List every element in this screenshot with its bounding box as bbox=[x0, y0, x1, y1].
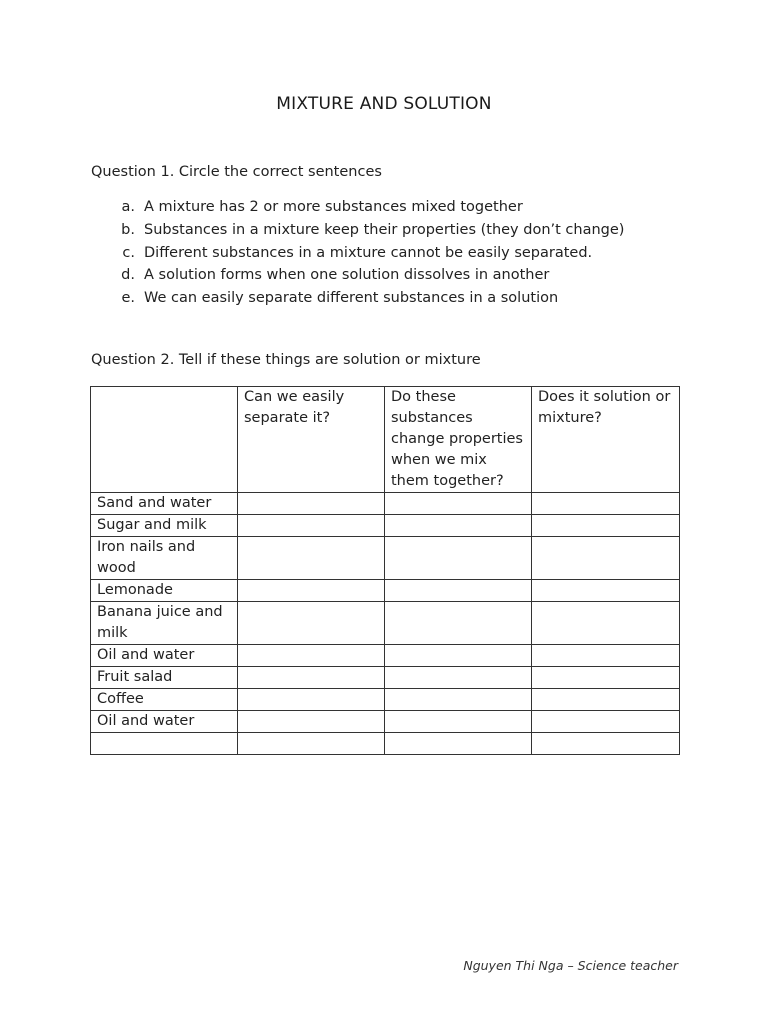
option-e[interactable] bbox=[91, 287, 624, 310]
answer-cell[interactable] bbox=[532, 733, 680, 755]
answer-cell[interactable] bbox=[385, 645, 532, 667]
answer-cell[interactable] bbox=[532, 667, 680, 689]
table-row bbox=[91, 580, 680, 602]
table-row bbox=[91, 493, 680, 515]
option-text: Different substances in a mixture cannot be easily separated. bbox=[144, 244, 593, 261]
table-row bbox=[91, 645, 680, 667]
option-a[interactable] bbox=[91, 196, 624, 219]
table-row bbox=[91, 602, 680, 645]
option-b[interactable] bbox=[91, 219, 624, 242]
option-text: A mixture has 2 or more substances mixed together bbox=[144, 199, 523, 215]
answer-cell[interactable] bbox=[238, 580, 385, 602]
option-text: Substances in a mixture keep their properties (they don’t change) bbox=[144, 221, 625, 238]
row-label: Fruit salad bbox=[91, 667, 238, 689]
answer-cell[interactable] bbox=[385, 667, 532, 689]
answer-cell[interactable] bbox=[385, 689, 532, 711]
option-d[interactable] bbox=[91, 264, 624, 287]
answer-cell[interactable] bbox=[238, 689, 385, 711]
header-separate: Can we easily separate it? bbox=[238, 387, 385, 493]
row-label: Banana juice and milk bbox=[91, 602, 238, 645]
row-label: Lemonade bbox=[91, 580, 238, 602]
row-label[interactable] bbox=[91, 733, 238, 755]
option-text: We can easily separate different substances in a solution bbox=[144, 290, 559, 307]
answer-cell[interactable] bbox=[238, 493, 385, 515]
answer-cell[interactable] bbox=[385, 580, 532, 602]
option-letter: a. bbox=[121, 199, 135, 215]
row-label: Coffee bbox=[91, 689, 238, 711]
option-letter: b. bbox=[121, 221, 135, 238]
table-row bbox=[91, 689, 680, 711]
answer-cell[interactable] bbox=[532, 537, 680, 580]
table-row bbox=[91, 667, 680, 689]
answer-cell[interactable] bbox=[532, 689, 680, 711]
option-letter: c. bbox=[122, 244, 135, 261]
answer-cell[interactable] bbox=[385, 537, 532, 580]
row-label: Oil and water bbox=[91, 645, 238, 667]
answer-cell[interactable] bbox=[532, 580, 680, 602]
answer-cell[interactable] bbox=[532, 515, 680, 537]
row-label: Sugar and milk bbox=[91, 515, 238, 537]
classification-table bbox=[90, 386, 680, 755]
option-text: A solution forms when one solution dissolves in another bbox=[144, 267, 550, 284]
page-title: MIXTURE AND SOLUTION bbox=[276, 94, 492, 114]
answer-cell[interactable] bbox=[532, 645, 680, 667]
question-1-options bbox=[91, 196, 624, 310]
answer-cell[interactable] bbox=[238, 645, 385, 667]
answer-cell[interactable] bbox=[532, 493, 680, 515]
answer-cell[interactable] bbox=[238, 667, 385, 689]
answer-cell[interactable] bbox=[238, 733, 385, 755]
option-letter: d. bbox=[121, 267, 135, 284]
question-1-prompt: Question 1. Circle the correct sentences bbox=[91, 164, 382, 180]
row-label: Iron nails and wood bbox=[91, 537, 238, 580]
header-solution-or-mixture: Does it solution or mixture? bbox=[532, 387, 680, 493]
table-row bbox=[91, 537, 680, 580]
answer-cell[interactable] bbox=[385, 602, 532, 645]
header-change-properties: Do these substances change properties when we mix them together? bbox=[385, 387, 532, 493]
answer-cell[interactable] bbox=[385, 515, 532, 537]
header-item bbox=[91, 387, 238, 493]
answer-cell[interactable] bbox=[238, 711, 385, 733]
table-row bbox=[91, 711, 680, 733]
answer-cell[interactable] bbox=[238, 537, 385, 580]
row-label: Oil and water bbox=[91, 711, 238, 733]
question-2-prompt: Question 2. Tell if these things are solution or mixture bbox=[91, 352, 481, 368]
answer-cell[interactable] bbox=[385, 733, 532, 755]
answer-cell[interactable] bbox=[532, 602, 680, 645]
answer-cell[interactable] bbox=[238, 602, 385, 645]
answer-cell[interactable] bbox=[385, 493, 532, 515]
option-c[interactable] bbox=[91, 242, 624, 265]
answer-cell[interactable] bbox=[238, 515, 385, 537]
answer-cell[interactable] bbox=[532, 711, 680, 733]
table-row bbox=[91, 515, 680, 537]
footer-credit: Nguyen Thi Nga – Science teacher bbox=[463, 958, 678, 973]
option-letter: e. bbox=[121, 290, 135, 307]
row-label: Sand and water bbox=[91, 493, 238, 515]
table-row bbox=[91, 733, 680, 755]
table-header-row bbox=[91, 387, 680, 493]
answer-cell[interactable] bbox=[385, 711, 532, 733]
